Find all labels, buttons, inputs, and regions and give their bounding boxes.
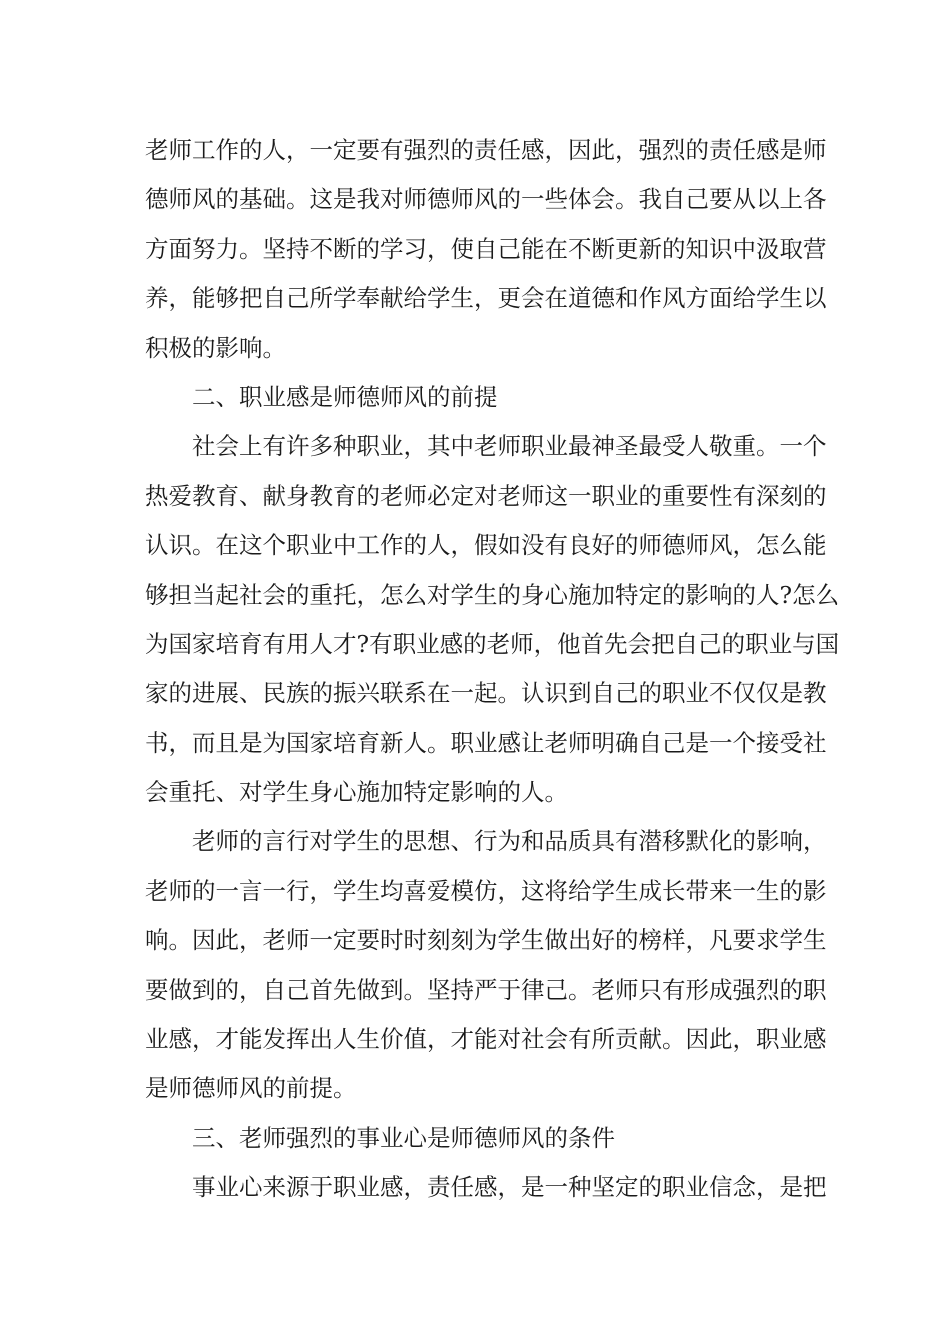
text-line: 认识。在这个职业中工作的人，假如没有良好的师德师风，怎么能: [145, 531, 827, 560]
text-line: 家的进展、民族的振兴联系在一起。认识到自己的职业不仅仅是教: [145, 679, 827, 708]
text-line: 为国家培育有用人才?有职业感的老师，他首先会把自己的职业与国: [145, 629, 840, 658]
document-body: [145, 126, 840, 1213]
section-heading: 二、职业感是师德师风的前提: [192, 382, 498, 411]
text-line: 老师的言行对学生的思想、行为和品质具有潜移默化的影响，: [192, 827, 827, 856]
text-line: 社会上有许多种职业，其中老师职业最神圣最受人敬重。一个: [192, 432, 827, 461]
text-line: 够担当起社会的重托，怎么对学生的身心施加特定的影响的人?怎么: [145, 580, 840, 609]
text-line: 老师的一言一行，学生均喜爱模仿，这将给学生成长带来一生的影: [145, 876, 827, 905]
text-line: 德师风的基础。这是我对师德师风的一些体会。我自己要从以上各: [145, 185, 827, 214]
text-line: 响。因此，老师一定要时时刻刻为学生做出好的榜样，凡要求学生: [145, 926, 827, 955]
text-line: 积极的影响。: [145, 333, 286, 362]
text-line: 书，而且是为国家培育新人。职业感让老师明确自己是一个接受社: [145, 728, 827, 757]
text-line: 老师工作的人，一定要有强烈的责任感，因此，强烈的责任感是师: [145, 136, 827, 164]
text-line: 是师德师风的前提。: [145, 1074, 357, 1103]
text-line: 会重托、对学生身心施加特定影响的人。: [145, 778, 568, 807]
text-line: 方面努力。坚持不断的学习，使自己能在不断更新的知识中汲取营: [145, 234, 827, 263]
text-line: 事业心来源于职业感，责任感，是一种坚定的职业信念，是把: [192, 1173, 827, 1202]
text-line: 业感，才能发挥出人生价值，才能对社会有所贡献。因此，职业感: [145, 1025, 827, 1054]
text-line: 要做到的，自己首先做到。坚持严于律己。老师只有形成强烈的职: [145, 975, 827, 1004]
section-heading: 三、老师强烈的事业心是师德师风的条件: [192, 1123, 615, 1152]
text-line: 热爱教育、献身教育的老师必定对老师这一职业的重要性有深刻的: [145, 481, 827, 510]
text-line: 养，能够把自己所学奉献给学生，更会在道德和作风方面给学生以: [145, 284, 827, 313]
